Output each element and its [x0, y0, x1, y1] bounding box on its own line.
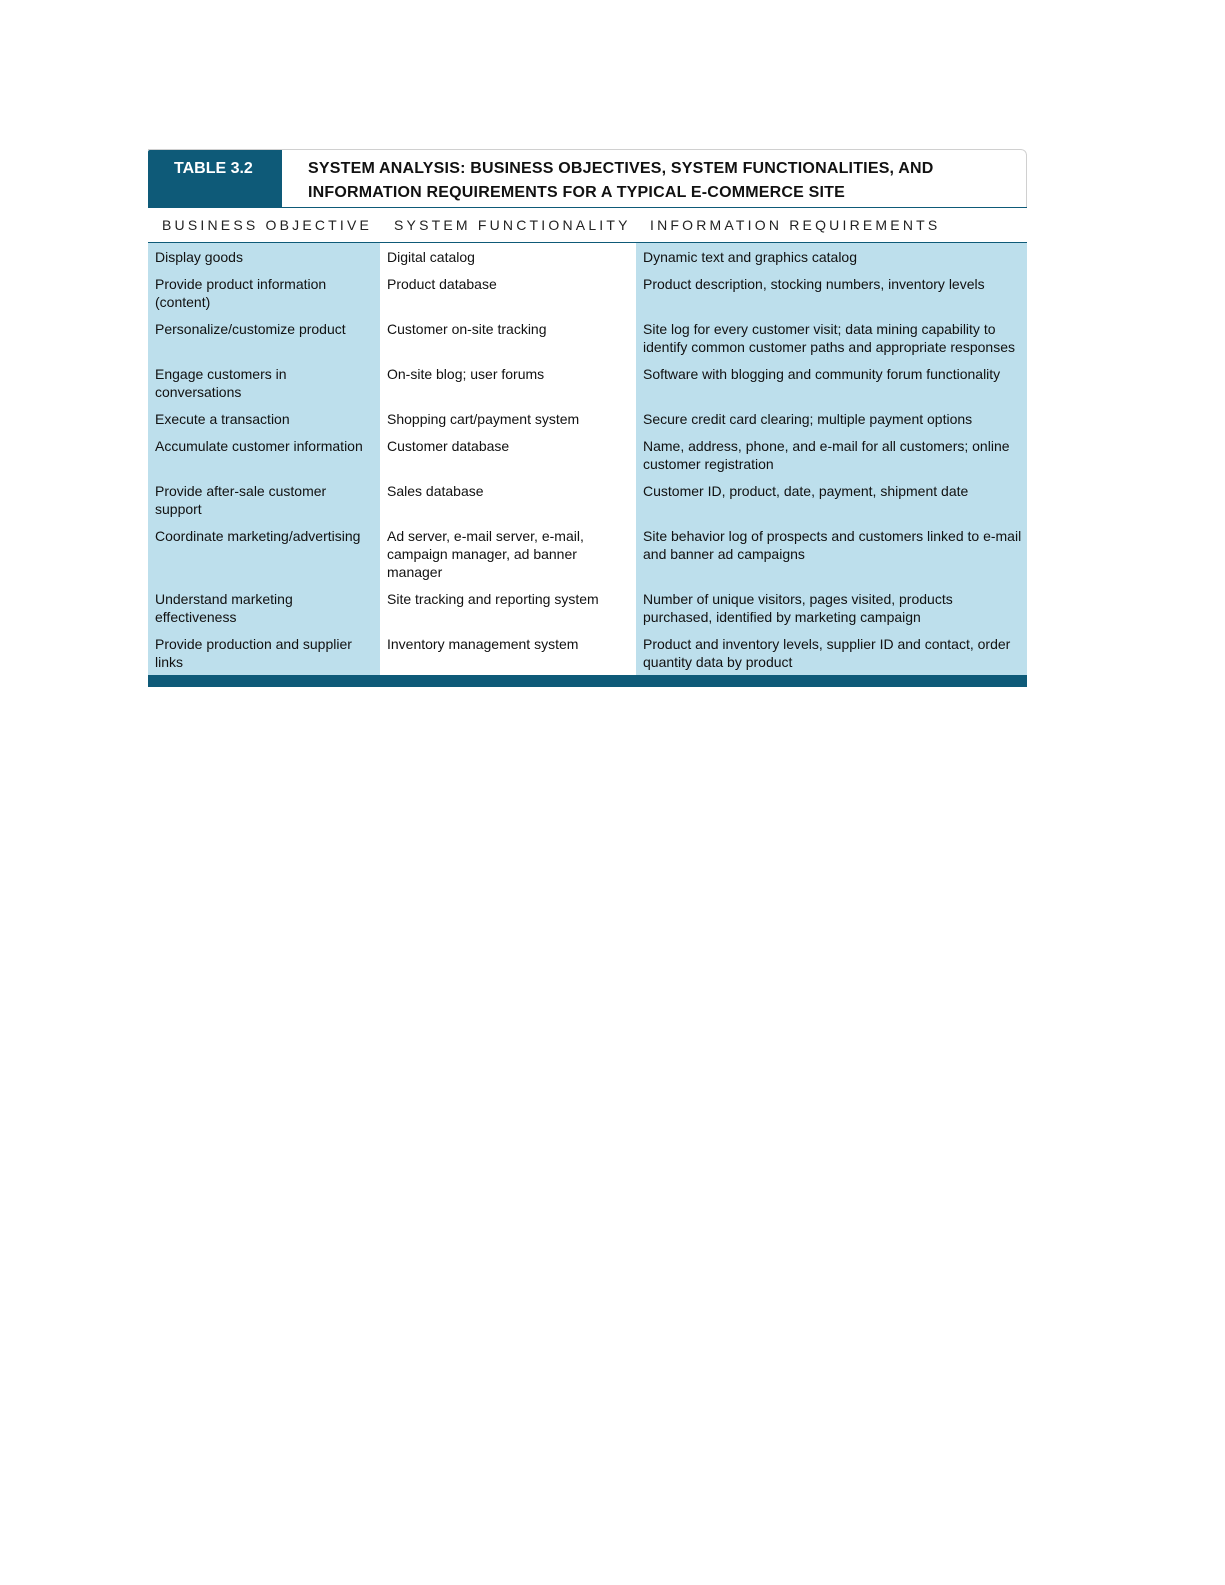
table-body	[148, 243, 1027, 675]
objective-cell: Execute a transaction	[148, 405, 380, 432]
table-header	[148, 149, 1027, 207]
table-footer-bar	[148, 675, 1027, 687]
table-number-label: TABLE 3.2	[148, 150, 282, 207]
objective-cell: Personalize/customize product	[148, 315, 380, 360]
requirements-cell: Name, address, phone, and e-mail for all customers; online customer registration	[636, 432, 1027, 477]
functionality-cell: Customer on-site tracking	[380, 315, 636, 360]
table-row	[148, 405, 1027, 432]
requirements-cell: Site behavior log of prospects and customers linked to e-mail and banner ad campaigns	[636, 522, 1027, 585]
functionality-cell: Product database	[380, 270, 636, 315]
objective-cell: Display goods	[148, 243, 380, 270]
functionality-cell: Sales database	[380, 477, 636, 522]
table-row	[148, 315, 1027, 360]
objective-cell: Provide production and supplier links	[148, 630, 380, 675]
requirements-cell: Secure credit card clearing; multiple payment options	[636, 405, 1027, 432]
table-row	[148, 477, 1027, 522]
objective-cell: Provide after-sale customer support	[148, 477, 380, 522]
table-row	[148, 243, 1027, 270]
requirements-cell: Software with blogging and community forum functionality	[636, 360, 1027, 405]
objective-cell: Provide product information (content)	[148, 270, 380, 315]
table-row	[148, 270, 1027, 315]
requirements-cell: Dynamic text and graphics catalog	[636, 243, 1027, 270]
column-headers	[148, 207, 1027, 243]
table-title-line-1: SYSTEM ANALYSIS: BUSINESS OBJECTIVES, SYSTEM FUNCTIONALITIES, AND	[308, 160, 934, 177]
requirements-cell: Customer ID, product, date, payment, shipment date	[636, 477, 1027, 522]
requirements-cell: Site log for every customer visit; data mining capability to identify common customer paths and appropriate responses	[636, 315, 1027, 360]
requirements-cell: Product description, stocking numbers, inventory levels	[636, 270, 1027, 315]
table-row	[148, 360, 1027, 405]
table-row	[148, 522, 1027, 585]
table-row	[148, 585, 1027, 630]
objective-cell: Understand marketing effectiveness	[148, 585, 380, 630]
functionality-cell: Customer database	[380, 432, 636, 477]
functionality-cell: Site tracking and reporting system	[380, 585, 636, 630]
functionality-cell: Shopping cart/payment system	[380, 405, 636, 432]
functionality-cell: Ad server, e-mail server, e-mail, campaign manager, ad banner manager	[380, 522, 636, 585]
requirements-cell: Number of unique visitors, pages visited, products purchased, identified by marketing campaign	[636, 585, 1027, 630]
table-title	[282, 150, 1026, 207]
objective-cell: Coordinate marketing/advertising	[148, 522, 380, 585]
column-header-system-functionality: SYSTEM FUNCTIONALITY	[394, 217, 631, 233]
table-title-line-2: INFORMATION REQUIREMENTS FOR A TYPICAL E-COMMERCE SITE	[308, 184, 846, 201]
table-row	[148, 630, 1027, 675]
column-header-information-requirements: INFORMATION REQUIREMENTS	[650, 217, 941, 233]
functionality-cell: Digital catalog	[380, 243, 636, 270]
table-figure	[148, 149, 1027, 687]
objective-cell: Accumulate customer information	[148, 432, 380, 477]
table-row	[148, 432, 1027, 477]
functionality-cell: Inventory management system	[380, 630, 636, 675]
objective-cell: Engage customers in conversations	[148, 360, 380, 405]
functionality-cell: On-site blog; user forums	[380, 360, 636, 405]
column-header-business-objective: BUSINESS OBJECTIVE	[162, 217, 373, 233]
requirements-cell: Product and inventory levels, supplier ID and contact, order quantity data by product	[636, 630, 1027, 675]
